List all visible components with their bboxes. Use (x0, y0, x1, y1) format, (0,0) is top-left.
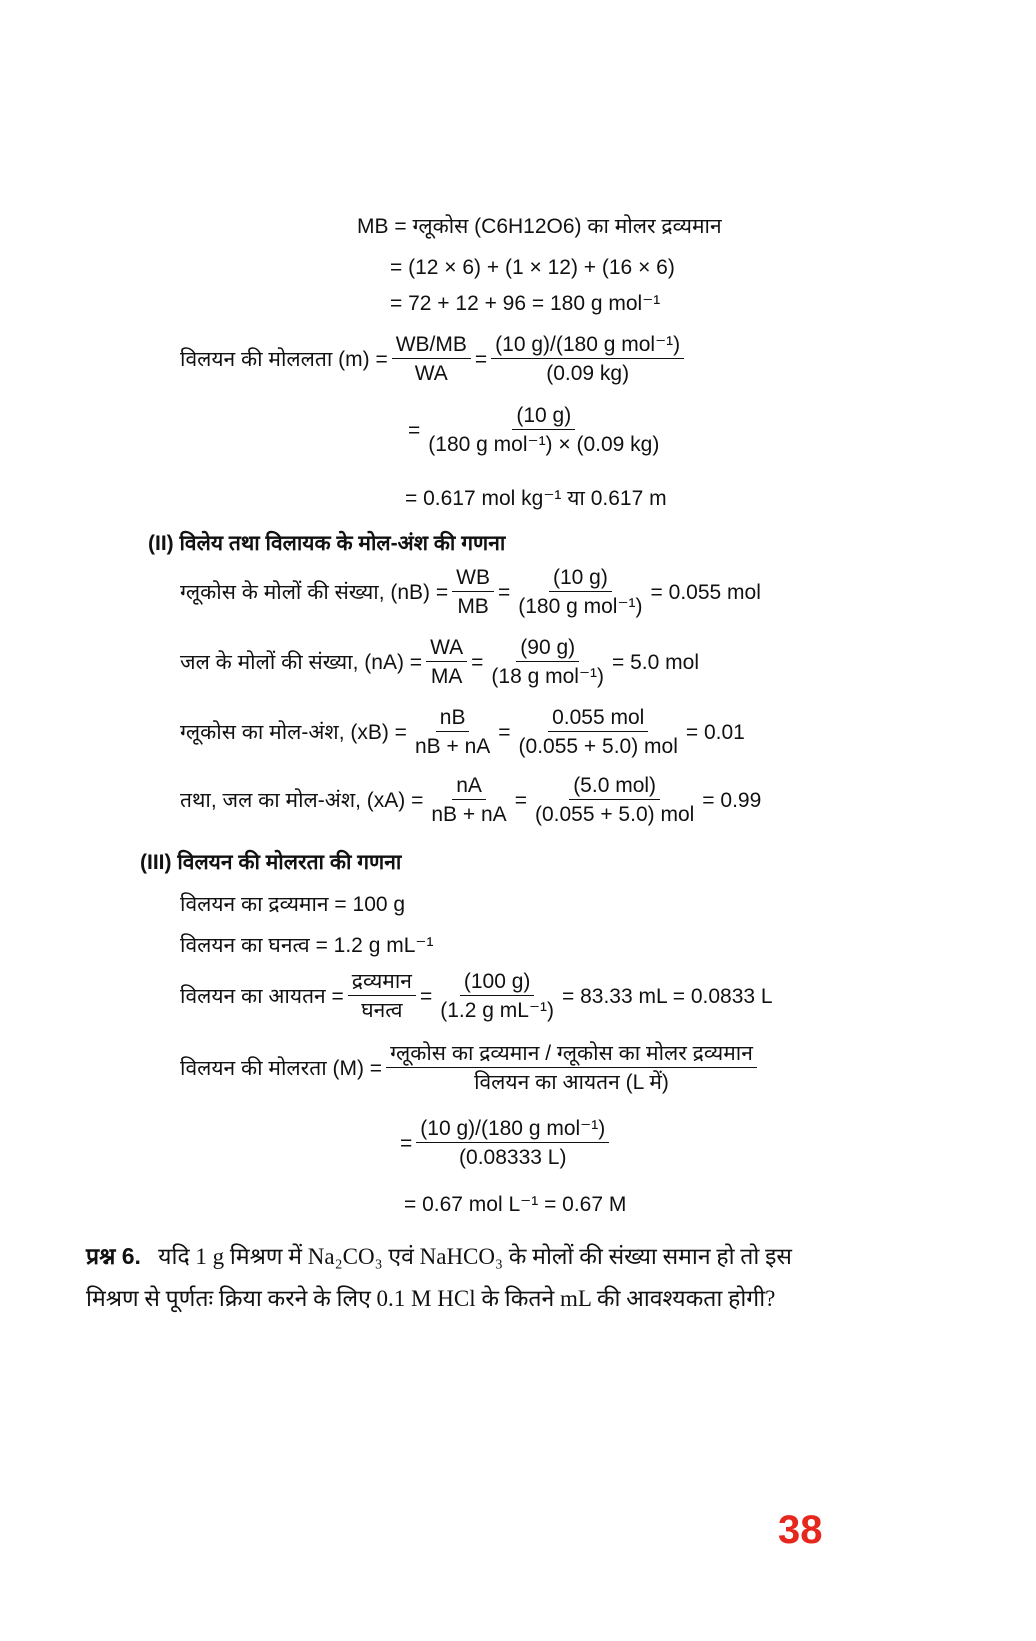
molality-fraction-3: $\frac{(10 g)}{\text{(180 g mol⁻¹) × (0.09 kg)}}$ (428, 404, 660, 456)
xb-fraction-2: $\frac{\text{0.055 mol}}{\text{(0.055 + 5.0) mol}}$ (518, 706, 678, 758)
nb-fraction-1: $\frac{WB}{MB}$ (452, 567, 494, 617)
molarity-step-2: = $\frac{\text{(10 g)/(180 g mol⁻¹)}}{(0.08333 L)}$ (400, 1118, 613, 1168)
solution-mass: विलयन का द्रव्यमान = 100 g (180, 893, 406, 916)
question-line-1 (86, 1245, 792, 1268)
volume-fraction-1: $\frac{\text{द्रव्यमान}}{\text{घनत्व}}$ (348, 971, 416, 1021)
molarity-equation: विलयन की मोलरता (M) = $\frac{\text{ग्लूकोस का द्रव्यमान / ग्लूकोस का मोलर द्रव्यमान}}{\text{विलयन का आयतन (L में)}}$ (180, 1043, 761, 1093)
nb-fraction-2: $\frac{(10 g)}{\text{(180 g mol⁻¹)}}$ (518, 566, 643, 618)
molality-fraction-1: $\frac{WB/MB}{WA}$ (392, 334, 471, 384)
molarity-fraction-1: $\frac{\text{ग्लूकोस का द्रव्यमान / ग्लूकोस का मोलर द्रव्यमान}}{\text{विलयन का आयतन (L में)}}$ (386, 1043, 757, 1093)
moles-water-equation: जल के मोलों की संख्या, (nA) = $\frac{WA}{MA}$ = $\frac{(90 g)}{\text{(18 g mol⁻¹)}}$ = 5.0 mol (180, 636, 699, 688)
molality-fraction-2: $\frac{\text{(10 g)/(180 g mol⁻¹)}}{(0.09 kg)}$ (491, 334, 684, 384)
molality-equation: विलयन की मोललता (m) = $\frac{WB/MB}{WA}$ = $\frac{\text{(10 g)/(180 g mol⁻¹)}}{(0.09 kg)}$ (180, 334, 688, 384)
na-fraction-1: $\frac{WA}{MA}$ (426, 637, 467, 687)
question-text-1: यदि 1 g मिश्रण में Na₂CO₃ एवं NaHCO₃ के मोलों की संख्या समान हो तो इस (158, 1244, 792, 1269)
molality-step-2: = $\frac{(10 g)}{\text{(180 g mol⁻¹) × (0.09 kg)}}$ (408, 405, 667, 455)
molality-label: विलयन की मोललता (m) = (180, 347, 388, 371)
solution-density: विलयन का घनत्व = 1.2 g mL⁻¹ (180, 934, 434, 957)
molar-mass-result: = 72 + 12 + 96 = 180 g mol⁻¹ (390, 292, 661, 315)
molarity-fraction-2: $\frac{\text{(10 g)/(180 g mol⁻¹)}}{(0.08333 L)}$ (416, 1118, 609, 1168)
xb-fraction-1: $\frac{nB}{nB + nA}$ (414, 706, 491, 758)
xa-fraction-2: $\frac{\text{(5.0 mol)}}{\text{(0.055 + 5.0) mol}}$ (534, 774, 695, 826)
molar-mass-calc: = (12 × 6) + (1 × 12) + (16 × 6) (390, 256, 675, 279)
mole-fraction-water-equation: तथा, जल का मोल-अंश, (xA) = $\frac{nA}{nB + nA}$ = $\frac{\text{(5.0 mol)}}{\text{(0.055 + 5.0) mol}}$ = 0.99 (180, 774, 762, 826)
question-number: प्रश्न 6. (86, 1243, 141, 1269)
na-fraction-2: $\frac{(90 g)}{\text{(18 g mol⁻¹)}}$ (491, 636, 605, 688)
mole-fraction-glucose-equation: ग्लूकोस का मोल-अंश, (xB) = $\frac{nB}{nB + nA}$ = $\frac{\text{0.055 mol}}{\text{(0.055 + 5.0) mol}}$ = 0.01 (180, 706, 745, 758)
molality-result: = 0.617 mol kg⁻¹ या 0.617 m (405, 487, 667, 510)
molar-mass-text: ग्लूकोस (C6H12O6) का मोलर द्रव्यमान (412, 215, 722, 238)
question-line-2: मिश्रण से पूर्णतः क्रिया करने के लिए 0.1 M HCl के कितने mL की आवश्यकता होगी? (86, 1286, 776, 1311)
volume-fraction-2: $\frac{(100 g)}{\text{(1.2 g mL⁻¹)}}$ (440, 970, 555, 1022)
section-heading-mole-fraction: (II) विलेय तथा विलायक के मोल-अंश की गणना (148, 532, 506, 555)
solution-volume-equation: विलयन का आयतन = $\frac{\text{द्रव्यमान}}{\text{घनत्व}}$ = $\frac{(100 g)}{\text{(1.2 g mL⁻¹)}}$ = 83.33 mL = 0.0833 L (180, 970, 773, 1022)
xa-fraction-1: $\frac{nA}{nB + nA}$ (431, 774, 507, 826)
molar-mass-line (357, 216, 722, 237)
molar-mass-lhs: MB = (357, 215, 413, 238)
moles-glucose-equation: ग्लूकोस के मोलों की संख्या, (nB) = $\frac{WB}{MB}$ = $\frac{(10 g)}{\text{(180 g mol⁻¹)}}$ = 0.055 mol (180, 566, 761, 618)
page-number: 38 (778, 1508, 823, 1552)
molarity-result: = 0.67 mol L⁻¹ = 0.67 M (404, 1193, 627, 1216)
section-heading-molarity: (III) विलयन की मोलरता की गणना (140, 851, 402, 874)
